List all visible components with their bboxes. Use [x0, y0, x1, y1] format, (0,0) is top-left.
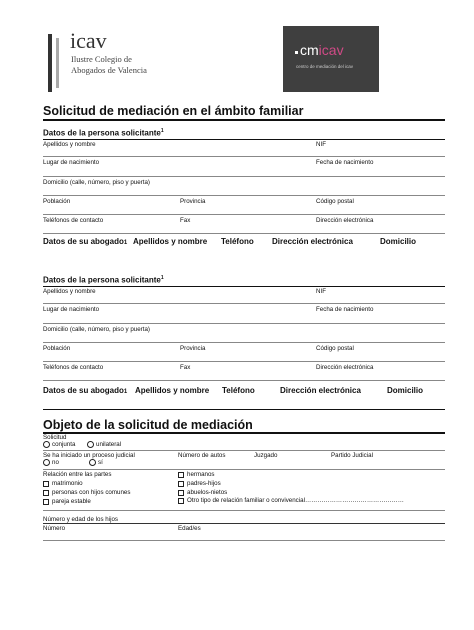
checkbox-icon — [178, 472, 184, 478]
label-telefonos-1: Teléfonos de contacto — [43, 217, 104, 224]
label-email-2: Dirección electrónica — [316, 364, 374, 371]
logo-bar-light — [56, 38, 59, 88]
abogado-apellidos-2: Apellidos y nombre — [135, 386, 210, 395]
title-rule — [43, 119, 445, 121]
label-lugar-2: Lugar de nacimiento — [43, 306, 100, 313]
field-rule — [43, 469, 445, 470]
radio-icon — [87, 441, 94, 448]
label-fax-2: Fax — [180, 364, 191, 371]
label-num-autos: Número de autos — [178, 452, 226, 459]
field-rule — [43, 510, 445, 511]
label-provincia-2: Provincia — [180, 345, 206, 352]
cmicav-suffix: icav — [318, 42, 344, 58]
cmicav-tagline: centro de mediación del icav — [296, 64, 354, 69]
label-provincia-1: Provincia — [180, 198, 206, 205]
solicitante-heading-1: Datos de la persona solicitante$^1$ — [43, 128, 164, 138]
option-no[interactable]: no — [43, 459, 59, 466]
radio-icon — [43, 459, 50, 466]
label-fax-1: Fax — [180, 217, 191, 224]
label-lugar-1: Lugar de nacimiento — [43, 159, 100, 166]
label-fecha-1: Fecha de nacimiento — [316, 159, 374, 166]
checkbox-icon — [43, 499, 49, 505]
cmicav-dot — [295, 51, 298, 54]
solicitante-heading-2: Datos de la persona solicitante$^1$ — [43, 275, 164, 285]
label-juzgado: Juzgado — [254, 452, 278, 459]
field-rule — [43, 176, 445, 177]
objeto-title-rule — [43, 432, 445, 434]
label-solicitud: Solicitud — [43, 434, 67, 441]
field-rule — [43, 540, 445, 541]
heading-rule-1 — [43, 139, 445, 140]
label-cp-1: Código postal — [316, 198, 354, 205]
checkbox-icon — [43, 481, 49, 487]
checkbox-icon — [178, 498, 184, 504]
label-telefonos-2: Teléfonos de contacto — [43, 364, 104, 371]
abogado-domicilio-1: Domicilio — [380, 237, 417, 246]
option-unilateral[interactable]: unilateral — [87, 441, 121, 448]
label-relacion: Relación entre las partes — [43, 471, 112, 478]
field-rule — [43, 450, 445, 451]
checkbox-otro[interactable]: Otro tipo de relación familiar o convivencial………………………………………… — [178, 497, 404, 504]
checkbox-abuelos[interactable]: abuelos-nietos — [178, 489, 227, 496]
label-domicilio-1: Domicilio (calle, número, piso y puerta) — [43, 179, 150, 186]
label-edades: Edad/es — [178, 525, 201, 532]
objeto-title: Objeto de la solicitud de mediación — [43, 418, 253, 432]
objeto-top-rule — [43, 409, 445, 410]
logo-bar-dark — [48, 34, 52, 92]
label-apellidos-1: Apellidos y nombre — [43, 141, 96, 148]
field-rule — [43, 380, 445, 381]
field-rule — [43, 214, 445, 215]
checkbox-icon — [178, 481, 184, 487]
option-conjunta[interactable]: conjunta — [43, 441, 75, 448]
label-domicilio-2: Domicilio (calle, número, piso y puerta) — [43, 326, 150, 333]
cmicav-prefix: cm — [300, 42, 319, 58]
radio-icon — [89, 459, 96, 466]
abogado-telefono-2: Teléfono — [222, 386, 255, 395]
checkbox-hijos-comunes[interactable]: personas con hijos comunes — [43, 489, 130, 496]
field-rule — [43, 361, 445, 362]
cmicav-logo — [283, 26, 379, 92]
abogado-domicilio-2: Domicilio — [387, 386, 424, 395]
field-rule — [43, 303, 445, 304]
checkbox-icon — [178, 490, 184, 496]
abogado-email-2: Dirección electrónica — [280, 386, 361, 395]
radio-icon — [43, 441, 50, 448]
logo-line2: Abogados de Valencia — [71, 65, 147, 75]
logo-line1: Ilustre Colegio de — [71, 54, 132, 64]
label-partido: Partido Judicial — [331, 452, 373, 459]
field-rule — [43, 156, 445, 157]
field-rule — [43, 323, 445, 324]
field-rule — [43, 233, 445, 234]
checkbox-matrimonio[interactable]: matrimonio — [43, 480, 83, 487]
option-si[interactable]: sí — [89, 459, 103, 466]
page-title: Solicitud de mediación en el ámbito familiar — [43, 104, 304, 118]
abogado-telefono-1: Teléfono — [221, 237, 254, 246]
label-numero: Número — [43, 525, 66, 532]
checkbox-pareja[interactable]: pareja estable — [43, 498, 91, 505]
label-email-1: Dirección electrónica — [316, 217, 374, 224]
field-rule — [43, 342, 445, 343]
label-poblacion-1: Población — [43, 198, 71, 205]
label-num-edad: Número y edad de los hijos — [43, 516, 118, 523]
field-rule — [43, 195, 445, 196]
heading-rule-2 — [43, 286, 445, 287]
icav-logo — [40, 28, 180, 92]
abogado-datos-1: Datos de su abogado1 — [43, 237, 128, 246]
label-poblacion-2: Población — [43, 345, 71, 352]
label-proceso: Se ha iniciado un proceso judicial — [43, 452, 135, 459]
field-rule — [43, 523, 445, 524]
label-apellidos-2: Apellidos y nombre — [43, 288, 96, 295]
abogado-email-1: Dirección electrónica — [272, 237, 353, 246]
checkbox-icon — [43, 490, 49, 496]
label-nif-1: NIF — [316, 141, 326, 148]
logo-name: icav — [70, 28, 107, 53]
abogado-apellidos-1: Apellidos y nombre — [133, 237, 208, 246]
label-cp-2: Código postal — [316, 345, 354, 352]
label-fecha-2: Fecha de nacimiento — [316, 306, 374, 313]
abogado-datos-2: Datos de su abogado1 — [43, 386, 128, 395]
checkbox-hermanos[interactable]: hermanos — [178, 471, 215, 478]
checkbox-padres[interactable]: padres-hijos — [178, 480, 221, 487]
label-nif-2: NIF — [316, 288, 326, 295]
